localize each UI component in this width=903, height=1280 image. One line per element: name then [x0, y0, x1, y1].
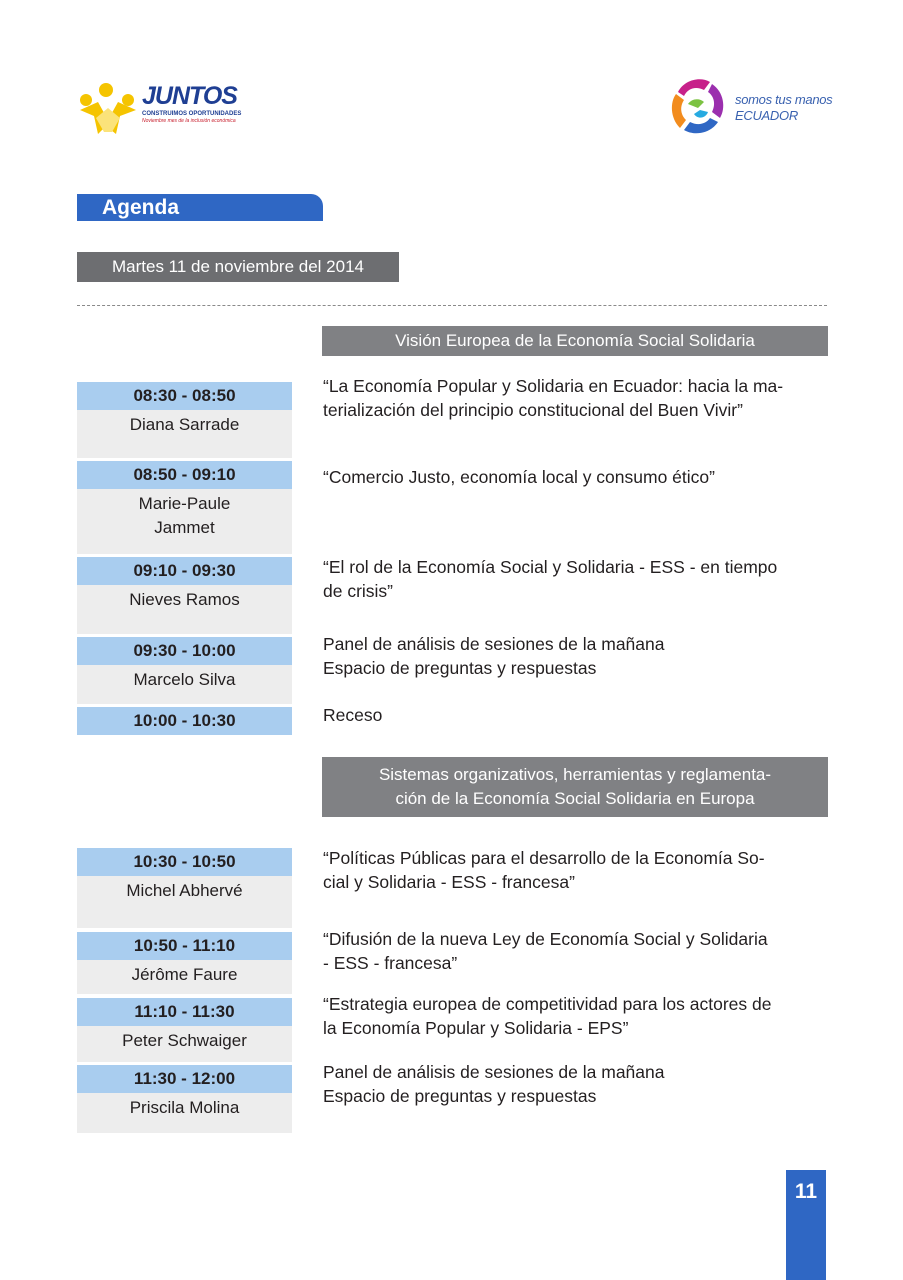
session-speaker	[77, 1026, 292, 1062]
ecuador-logo	[668, 74, 833, 144]
session-time: 10:30 - 10:50	[77, 848, 292, 876]
juntos-figures-icon	[76, 80, 140, 140]
speaker-name: Priscila Molina	[129, 1098, 240, 1117]
juntos-wordmark: JUNTOS	[142, 82, 237, 110]
session-talk: Panel de análisis de sesiones de la mañana Espacio de preguntas y respuestas	[323, 1062, 665, 1106]
section-title: Visión Europea de la Economía Social Solidaria	[395, 331, 755, 350]
date-label: Martes 11 de noviembre del 2014	[77, 252, 399, 282]
session-speaker	[77, 489, 292, 554]
session-speaker	[77, 960, 292, 994]
session-speaker	[77, 410, 292, 458]
session-time: 09:10 - 09:30	[77, 557, 292, 585]
speaker-name: Marcelo Silva	[133, 670, 236, 689]
juntos-logo	[76, 80, 242, 140]
divider	[77, 305, 827, 306]
session-talk: “Políticas Públicas para el desarrollo de la Economía So- cial y Solidaria - ESS - francesa”	[323, 848, 765, 892]
session-talk: “La Economía Popular y Solidaria en Ecuador: hacia la ma- terialización del principio constitucional del Buen Vivir”	[323, 376, 784, 420]
speaker-name: Peter Schwaiger	[122, 1031, 247, 1050]
session-time: 08:30 - 08:50	[77, 382, 292, 410]
session-speaker	[77, 665, 292, 704]
session-talk: “Comercio Justo, economía local y consumo ético”	[323, 467, 715, 487]
session-time: 09:30 - 10:00	[77, 637, 292, 665]
session-time: 10:50 - 11:10	[77, 932, 292, 960]
juntos-subtagline: Noviembre mes de la inclusión económica	[142, 118, 236, 124]
session-time: 08:50 - 09:10	[77, 461, 292, 489]
page-title: Agenda	[102, 196, 180, 219]
session-time: 11:30 - 12:00	[77, 1065, 292, 1093]
session-time: 10:00 - 10:30	[77, 707, 292, 735]
ecuador-wordmark: ECUADOR	[735, 108, 798, 123]
speaker-name: Marie-Paule Jammet	[138, 494, 231, 537]
page-number: 11	[786, 1170, 826, 1280]
session-speaker	[77, 1093, 292, 1133]
juntos-tagline: CONSTRUIMOS OPORTUNIDADES	[142, 111, 242, 117]
session-speaker	[77, 876, 292, 928]
ecuador-tagline: somos tus manos	[735, 92, 833, 107]
session-talk: “El rol de la Economía Social y Solidaria - ESS - en tiempo de crisis”	[323, 557, 778, 601]
section-header	[322, 757, 828, 817]
hands-circle-icon	[668, 74, 730, 140]
session-time: 11:10 - 11:30	[77, 998, 292, 1026]
section-title: Sistemas organizativos, herramientas y reglamenta- ción de la Economía Social Solidaria en Europa	[378, 765, 772, 808]
speaker-name: Jérôme Faure	[131, 965, 238, 984]
session-talk: “Estrategia europea de competitividad para los actores de la Economía Popular y Solidaria - EPS”	[323, 994, 772, 1038]
speaker-name: Nieves Ramos	[129, 590, 240, 609]
session-talk: Panel de análisis de sesiones de la mañana Espacio de preguntas y respuestas	[323, 634, 665, 678]
session-talk: Receso	[323, 705, 383, 725]
session-talk: “Difusión de la nueva Ley de Economía Social y Solidaria - ESS - francesa”	[323, 929, 768, 973]
speaker-name: Diana Sarrade	[129, 415, 240, 434]
agenda-heading-tab	[77, 194, 323, 221]
section-header	[322, 326, 828, 356]
speaker-name: Michel Abhervé	[126, 881, 243, 900]
session-speaker	[77, 585, 292, 634]
